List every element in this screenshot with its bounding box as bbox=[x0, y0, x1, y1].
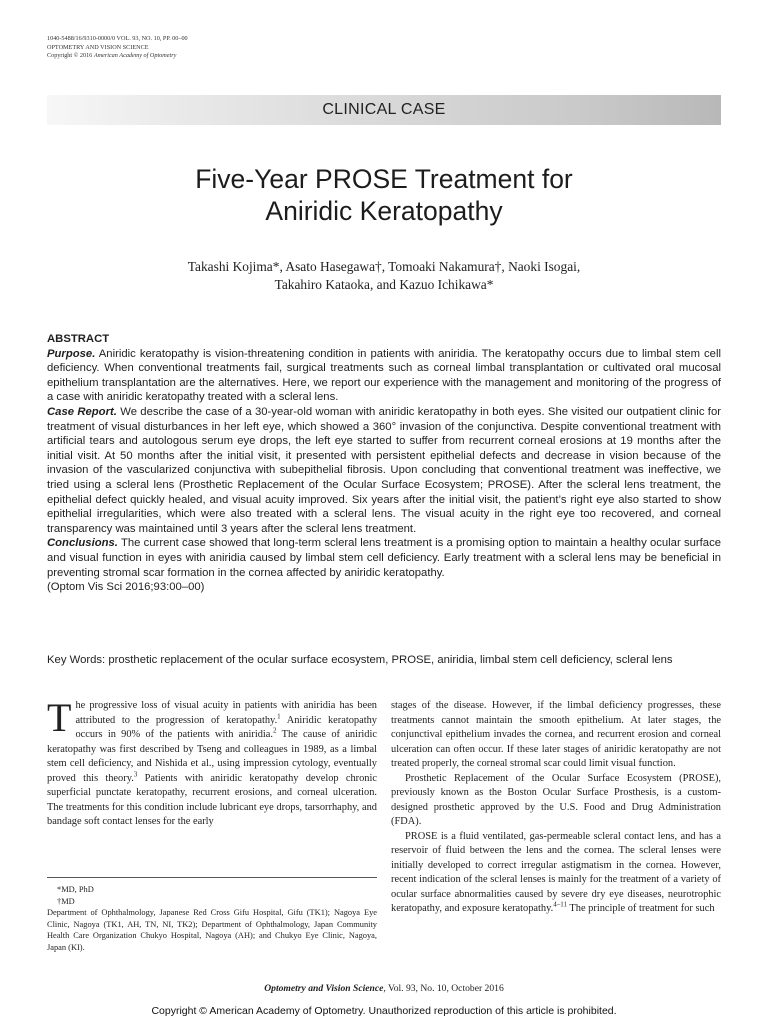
body-column-right bbox=[391, 699, 721, 917]
meta-line-journal: OPTOMETRY AND VISION SCIENCE bbox=[47, 43, 149, 51]
reference-mark: 3 bbox=[133, 770, 138, 779]
abstract-heading: ABSTRACT bbox=[47, 333, 110, 345]
author-list bbox=[0, 258, 768, 294]
footnote-affiliations: Department of Ophthalmology, Japanese Red Cross Gifu Hospital, Gifu (TK1); Nagoya Eye Clinic, Nagoya (TK1, AH, TN, NI, TK2); Department of Ophthalmology, Japan Community Health Care Organization Chukyo Hospital, Nagoya (AH); and Chukyo Eye Clinic, Nagoya, Japan (KI). bbox=[47, 908, 377, 952]
body-paragraph: PROSE is a fluid ventilated, gas-permeable scleral contact lens, and has a reservoir of fluid between the lens and the cornea. The scleral lenses were initially developed to correct irregular astigmatism in the cornea. However, recent indication of the scleral lenses is mainly for the treatment of a variety of ocular surface abnormalities caused by severe dry eye diseases, neurotrophic keratopathy, and exposure keratopathy.$^{4-11}$ The principle of treatment for such bbox=[391, 830, 721, 914]
meta-line-copyright: Copyright © 2016 American Academy of Optometry bbox=[47, 52, 177, 59]
drop-cap: T bbox=[47, 695, 72, 740]
abstract-citation: (Optom Vis Sci 2016;93:00–00) bbox=[47, 581, 205, 594]
footnote-degree-md-phd: *MD, PhD bbox=[57, 885, 94, 894]
abstract-conclusions: Conclusions. The current case showed that long-term scleral lens treatment is a promising option to maintain a healthy ocular surface and visual function in eyes with aniridia caused by limbal stem cell deficiency. Early treatment with a scleral lens may be beneficial in preventing stromal scar formation in the cornea affected by aniridic keratopathy. bbox=[47, 537, 721, 579]
copyright-notice: Copyright © American Academy of Optometry. Unauthorized reproduction of this article is prohibited. bbox=[151, 1005, 617, 1017]
reference-mark: 1 bbox=[277, 712, 281, 721]
body-paragraph: stages of the disease. However, if the limbal deficiency progresses, these treatments cannot maintain the smooth epithelium. At later stages, the conjunctival epithelium invades the cornea, and recurrent erosion and corneal ulceration can often occur. If these later stages of aniridic keratopathy are not treated properly, the corneal stromal scar could limit visual function. bbox=[391, 700, 721, 769]
abstract bbox=[47, 332, 721, 595]
reference-mark: 2 bbox=[273, 726, 277, 735]
authors-line-2: Takahiro Kataoka, and Kazuo Ichikawa* bbox=[274, 277, 494, 292]
journal-meta bbox=[47, 35, 188, 61]
abstract-purpose: Purpose. Aniridic keratopathy is vision-threatening condition in patients with aniridia. The keratopathy occurs due to limbal stem cell deficiency. When conventional treatments fail, surgical treatments such as corneal limbal transplantation or cultivated oral mucosal epithelium transplantation are the alternatives. Here, we report our experience with the management and monitoring of the progress of a case with aniridic keratopathy treated with a scleral lens. bbox=[47, 347, 721, 404]
section-label: CLINICAL CASE bbox=[322, 101, 446, 118]
title-line-1: Five-Year PROSE Treatment for bbox=[195, 164, 573, 194]
section-banner bbox=[47, 95, 721, 125]
reference-mark: 4–11 bbox=[553, 900, 567, 909]
footnotes bbox=[47, 877, 377, 953]
authors-line-1: Takashi Kojima*, Asato Hasegawa†, Tomoaki Nakamura†, Naoki Isogai, bbox=[187, 259, 581, 274]
abstract-case-report: Case Report. We describe the case of a 30-year-old woman with aniridic keratopathy in both eyes. She visited our outpatient clinic for treatment of visual disturbances in her left eye, which showed a 360° invasion of the conjunctiva. Despite conventional treatment with artificial tears and autologous serum eye drops, the left eye started to suffer from recurrent corneal erosions at 19 months after the initial visit. At 50 months after the initial visit, it presented with persistent epithelial defects and decrease in vision because of the invasion of the vascularized conjunctiva with subepithelial fibrosis. Upon concluding that conventional treatment was ineffective, we tried using a scleral lens (Prosthetic Replacement of the Ocular Surface Ecosystem; PROSE). After the scleral lens treatment, the epithelial defect quickly healed, and visual acuity improved. Six years after the initial visit, the patient’s right eye also started to show epithelial irregularities, which were also treated with a scleral lens. The visual acuity in the right eye too recovered, and corneal transparency was maintained until 3 years after the scleral lens treatment. bbox=[47, 405, 721, 535]
intro-paragraph: The progressive loss of visual acuity in patients with aniridia has been attributed to the progression of keratopathy.$^1$ Aniridic keratopathy occurs in 90% of the patients with aniridia.$^2$ The cause of aniridic keratopathy was first described by Tseng and colleagues in 1989, as a limbal stem cell deficiency, and Nishida et al., using impression cytology, eventually proved this theory.$^3$ Patients with aniridic keratopathy develop chronic superficial punctate keratopathy, recurrent erosions, and corneal ulceration. The treatments for this condition include lubricant eye drops, tarsorrhaphy, and bandage soft contact lenses for the early bbox=[47, 695, 378, 827]
article-title bbox=[0, 163, 768, 227]
journal-footer: Optometry and Vision Science, Vol. 93, No. 10, October 2016 bbox=[264, 983, 504, 994]
title-line-2: Aniridic Keratopathy bbox=[265, 196, 503, 226]
footnote-degree-md: †MD bbox=[57, 896, 75, 906]
body-paragraph: Prosthetic Replacement of the Ocular Surface Ecosystem (PROSE), previously known as the Boston Ocular Surface Prosthesis, is a custom-designed prosthetic approved by the U.S. Food and Drug Administration (FDA). bbox=[391, 772, 721, 827]
meta-line-volume: 1040-5488/16/9310-0000/0 VOL. 93, NO. 10, PP. 00–00 bbox=[47, 35, 188, 42]
body-column-left bbox=[47, 695, 378, 830]
key-words: Key Words: prosthetic replacement of the ocular surface ecosystem, PROSE, aniridia, limbal stem cell deficiency, scleral lens bbox=[47, 654, 673, 666]
